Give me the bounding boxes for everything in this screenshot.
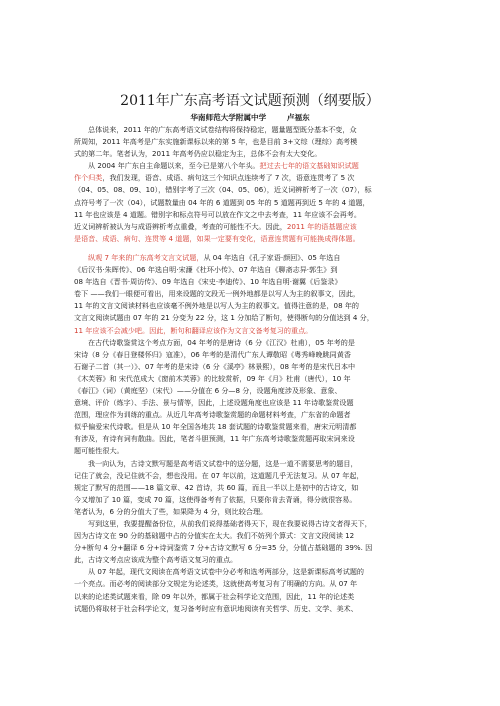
text-line: 《木芙蓉》和 宋代范成大《窗前木芙蓉》的比较赏析，09 年《月》杜甫（唐代），10 年 (74, 373, 351, 383)
text-line: 在古代诗歌鉴赏这个考点方面，04 年考的是唐诗（6 分《江汉》杜甫），05 年考的是 (88, 337, 355, 347)
byline (0, 112, 500, 123)
text-line (74, 160, 422, 172)
text-line: 所周知，2011 年高考是广东实施新课标以来的第 5 年，也是目前 3+文综（理综）高考模 (74, 137, 358, 147)
text-line: 宋诗（8 分《春日登楼怀归》寇准），06 年考的是清代广东人谭敬昭《粤秀峰晚眺同黄香 (74, 349, 351, 359)
text-segment: 11 年的文言文阅读材料也应该毫不例外地是以写人为主的叙事文。值得注意的是，08 年的 (74, 301, 360, 311)
text-line (74, 288, 422, 300)
paragraph-dictation (74, 458, 422, 518)
text-line: 此，古诗文考点应该成为整个高考语文复习的重点。 (74, 555, 238, 565)
paragraph-basic-knowledge (74, 160, 422, 245)
document-title: 2011年广东高考语文试题预测（纲要版） (120, 93, 380, 109)
text-segment: 11 年也应该是 4 道题。错别字和标点符号可以放在作文之中去考查，11 年应该不会再考。 (74, 209, 361, 219)
text-segment: 文言文阅读试题由 07 年的 21 分变为 22 分，这 1 分加给了断句，使得断句的分值达到 4 分， (74, 313, 374, 323)
highlighted-text: 作个归类 (74, 173, 103, 183)
paragraph-classical-chinese (74, 252, 422, 337)
text-line: 石谢子二首（其一）》、07 年考的是宋诗（6 分《溪亭》林景熙），08 年考的是宋代吕本中 (74, 361, 356, 371)
text-line: 《春江》（词）（黄庭坚）（宋代）——分值在 6 分—8 分，设题角度涉及形象、意象、 (74, 385, 342, 395)
text-line: 范围，理应作为训练的重点。从近几年高考诗歌鉴赏题的命题材料考查，广东省的命题者 (74, 410, 351, 420)
text-line: 从 07 年起，现代文阅读在高考语文试卷中分必考和选考两部分，这是新课标高考试题的 (88, 567, 365, 577)
text-line (74, 172, 422, 184)
text-line (74, 184, 422, 196)
text-line: 意境、评价（炼字）、手法、景与情等，因此，上述设题角度也应该是 11 年诗歌鉴赏设题 (74, 398, 354, 408)
text-segment: 卷下 ——我们一眼便可看出，用来设题的文段无一例外地都是以写人为主的叙事文，因此， (74, 289, 361, 299)
text-line (74, 276, 422, 288)
text-line: 规定了默写的范围——18 篇文章、42 首诗，共 60 篇，而且一半以上是初中的古诗文，如 (74, 482, 359, 492)
text-line: 试题仍将取材于社会科学论文，复习备考时应有意识地阅读有关哲学、历史、文学、美术、 (74, 603, 358, 613)
text-line: 似乎偏爱宋代诗歌。但是从 10 年全国各地共 18 套试题的诗歌鉴赏题来看，唐宋元明清都 (74, 422, 357, 432)
text-line: 我一向认为，古诗文默写题是高考语文试卷中的送分题，这是一道不需要思考的题目， (88, 458, 358, 468)
text-segment: 从 04 年选自《孔子家语·颜回》、05 年选自 (203, 252, 341, 262)
text-line: 一个亮点。而必考的阅读部分文规定为论述类，这就使高考复习有了明确的方向。从 07 年 (74, 579, 358, 589)
paragraph-classical-weight (74, 518, 422, 566)
text-line (74, 312, 422, 324)
highlighted-text: 把过去七年的语文基础知识试题 (259, 161, 359, 171)
text-line: 分+断句 4 分+翻译 6 分+诗词鉴赏 7 分+古诗文默写 6 分=35 分，分值占基础题的 39%. 因 (74, 543, 373, 553)
text-segment: 点符号考了一次（04），试题数量由 04 年的 6 道题到 05 年的 5 道题再到近 5 年的 4 道题， (74, 197, 370, 207)
text-line (74, 233, 422, 245)
text-line (74, 300, 422, 312)
text-line (74, 197, 422, 209)
text-line (74, 252, 422, 264)
highlighted-text: 纵观 7 年来的广东高考文言文试题， (88, 252, 204, 262)
highlighted-text: 2011 年的语基题应该 (286, 221, 357, 231)
text-segment: 《后汉书·朱晖传》、06 年选自明·宋濂《杜环小传》、07 年选自《聊斋志异·郭生》到 (74, 265, 338, 275)
text-line: 笔者认为，6 分的分值大了些，如果降为 4 分，则比较合理。 (74, 506, 268, 516)
document-body (74, 124, 422, 615)
text-line (74, 325, 422, 337)
highlighted-text: 11 年应该不会减少吧。因此，断句和翻译应该作为文言文备考复习的重点。 (74, 325, 313, 335)
text-segment: （04、05、08、09、10），错别字考了三次（04、05、06），近义词辨析考了一次（07），标 (74, 185, 372, 195)
author-name: 卢福东 (286, 113, 310, 122)
text-line (74, 209, 422, 221)
text-line (74, 221, 422, 233)
text-line: 写到这里，我要提醒备份位，从前我们说得基础者得天下，现在我要说得古诗文者得天下， (88, 519, 372, 528)
text-segment: 近义词辨析被认为与成语辨析考点重叠，考查的可能性不大。因此， (74, 221, 287, 231)
paragraph-modern-reading (74, 566, 422, 614)
text-segment: ，我们发现，语音、成语、病句这三个知识点连续考了 7 次，语意连贯考了 5 次 (102, 173, 355, 183)
author-school: 华南师范大学附属中学 (190, 113, 267, 122)
highlighted-text: 是语音、成语、病句、连贯等 4 道题，如果一定要有变化，语意连贯题有可能换成得体题。 (74, 233, 360, 243)
text-line: 今又增加了 10 篇，变成 70 篇，这使得备考有了依据，只要你肯去背诵，得分就很容易。 (74, 494, 357, 504)
text-line (74, 264, 422, 276)
text-line: 因为古诗文在 90 分的基础题中占的分值实在太大。我们不妨列个算式：文言文段阅读 12 (74, 531, 355, 541)
text-line: 有涉及，有诗有词有散曲。因此，笔者斗胆预测，11 年广东高考诗歌鉴赏题再取宋词来设 (74, 434, 355, 444)
paragraph-poetry-appreciation (74, 337, 422, 458)
text-line: 式的第二年。笔者认为，2011 年高考仍应以稳定为主，总体不会有太大变化。 (74, 149, 322, 159)
text-line: 以来的论述类试题来看，除 09 年以外，都属于社会科学论文范围，因此，11 年的论述类 (74, 591, 355, 601)
text-segment: 从 2004 年广东自主命题以来，至今已是第八个年头。 (88, 161, 260, 171)
text-line: 记住了就会，没记住就不会，想也没用。在 07 年以前，这道题几乎无法复习。从 07 年起， (74, 470, 364, 480)
text-segment: 08 年选自《晋书·周访传》、09 年选自《宋史·李迪传》、10 年选自明·谢翼《后鉴录》 (74, 277, 342, 287)
text-line: 总体说来，2011 年的广东高考语文试卷结构将保持稳定，题量题型既分基本不变，众 (88, 125, 357, 134)
paragraph-overview (74, 124, 422, 160)
text-line: 题可能性很大。 (74, 446, 124, 456)
